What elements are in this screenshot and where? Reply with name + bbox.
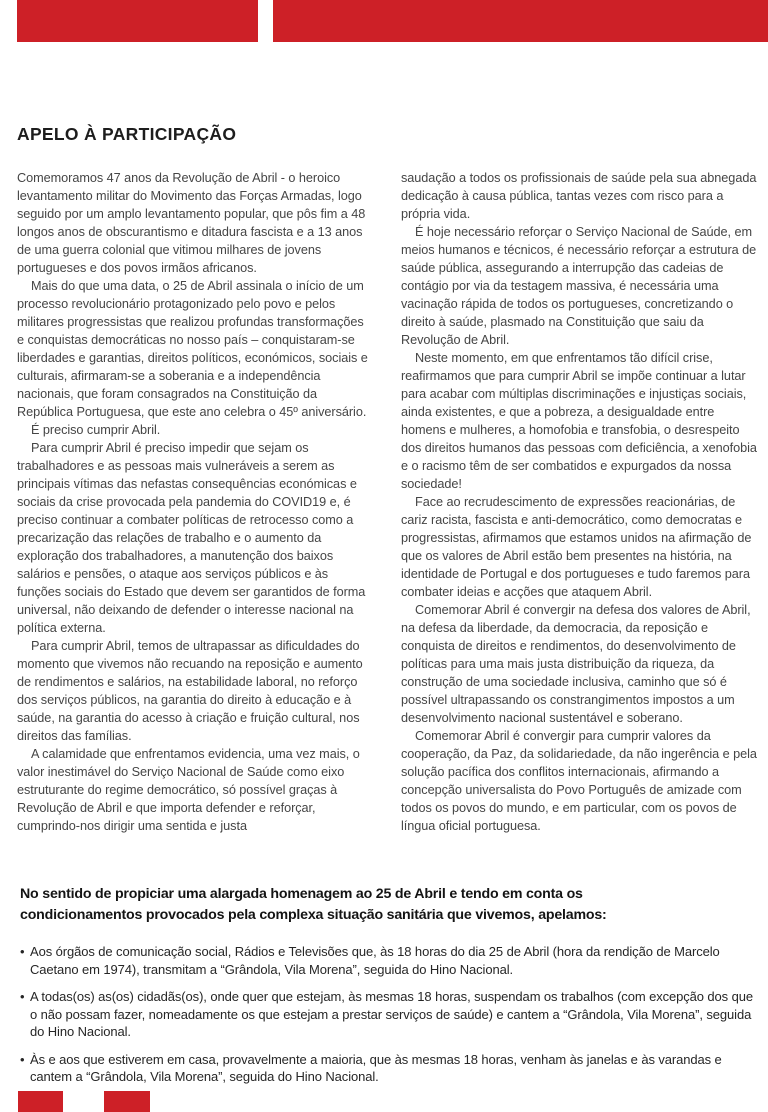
article-paragraph: Neste momento, em que enfrentamos tão difícil crise, reafirmamos que para cumprir Abril se impõe continuar a lutar para acabar com múltiplas discriminações e injustiças sociais, ainda existentes, e que a pobreza, a desigualdade entre homens e mulheres, a homofobia e transfobia, o desrespeito dos direitos humanos das pessoas com deficiência, a xenofobia e o racismo têm de ser combatidos e expurgados da nossa sociedade!: [401, 351, 757, 491]
bullet-text: Às e aos que estiverem em casa, provavelmente a maioria, que às mesmas 18 horas, venham às janelas e às varandas e cantem a “Grândola, Vila Morena”, seguida do Hino Nacional.: [30, 1051, 722, 1084]
appeal-bullet-item: [20, 988, 760, 1041]
article-paragraph: Comemoramos 47 anos da Revolução de Abril - o heroico levantamento militar do Movimento das Forças Armadas, logo seguido por um amplo levantamento popular, que pôs fim a 48 longos anos de obscurantismo e ditadura fascista e a 13 anos de uma guerra colonial que vitimou milhares de jovens portugueses e dos povos irmãos africanos.: [17, 171, 366, 275]
red-bar-top-right: [273, 0, 768, 42]
article-paragraph: saudação a todos os profissionais de saúde pela sua abnegada dedicação à causa pública, tantas vezes com risco para a própria vida.: [401, 171, 757, 221]
appeal-bullet-item: [20, 943, 760, 978]
appeal-heading: No sentido de propiciar uma alargada homenagem ao 25 de Abril e tendo em conta os condicionamentos provocados pela complexa situação sanitária que vivemos, apelamos:: [20, 886, 607, 923]
article-paragraph: Mais do que uma data, o 25 de Abril assinala o início de um processo revolucionário protagonizado pelo povo e pelos militares progressistas que realizou profundas transformações e conquistas democráticas no nosso país – conquistaram-se liberdades e garantias, direitos políticos, económicos, sociais e culturais, afirmaram-se a soberania e a independência nacionais, que foram consagrados na Constituição da República Portuguesa, que este ano celebra o 45º aniversário.: [17, 279, 368, 419]
appeal-bullet-item: [20, 1051, 760, 1086]
article-paragraph: Comemorar Abril é convergir para cumprir valores da cooperação, da Paz, da solidariedade, da não ingerência e pela solução pacífica dos conflitos internacionais, afirmando a concepção universalista do Povo Português de amizade com todos os povos do mundo, e em particular, com os povos de língua oficial portuguesa.: [401, 729, 757, 833]
article-paragraph: Para cumprir Abril é preciso impedir que sejam os trabalhadores e as pessoas mais vulneráveis a serem as principais vítimas das nefastas consequências económicas e sociais da crise provocada pela pandemia do COVID19 e, é preciso continuar a combater políticas de retrocesso como a precarização das relações de trabalho e o aumento da exploração dos trabalhadores, a manutenção dos baixos salários e pensões, o ataque aos serviços públicos e às funções sociais do Estado que devem ser garantidos de forma universal, não deixando de defender o interesse nacional na política externa.: [17, 441, 366, 635]
bullet-icon: •: [20, 944, 25, 959]
appeal-bullet-list: [20, 943, 760, 1086]
article-body: [17, 169, 759, 835]
bullet-text: A todas(os) as(os) cidadãs(os), onde quer que estejam, às mesmas 18 horas, suspendam os trabalhos (com excepção dos que o não possam fazer, nomeadamente os que estejam a prestar serviços de saúde) e cantem a “Grândola, Vila Morena”, seguida do Hino Nacional.: [30, 989, 753, 1039]
article-paragraph: A calamidade que enfrentamos evidencia, uma vez mais, o valor inestimável do Serviço Nacional de Saúde como eixo estruturante do regime democrático, só possível graças à Revolução de Abril e que importa defender e reforçar, cumprindo-nos dirigir uma sentida e justa: [17, 747, 360, 833]
article-paragraph: É hoje necessário reforçar o Serviço Nacional de Saúde, em meios humanos e técnicos, é necessário reforçar a estrutura de saúde pública, assegurando a interrupção das cadeias de contágio por via da testagem massiva, é necessária uma vacinação rápida de todos os portugueses, concretizando o direito à saúde, plasmado na Constituição que saiu da Revolução de Abril.: [401, 225, 757, 347]
red-mark-bottom-left-2: [104, 1091, 150, 1112]
red-bar-top-left: [17, 0, 258, 42]
article-paragraph: Face ao recrudescimento de expressões reacionárias, de cariz racista, fascista e anti-democrático, como democratas e progressistas, afirmamos que estamos unidos na afirmação de que os valores de Abril estão bem presentes na história, na identidade de Portugal e dos portugueses e tudo faremos para combater ideias e acções que ataquem Abril.: [401, 495, 752, 599]
appeal-section: [20, 884, 760, 1096]
article-paragraph: É preciso cumprir Abril.: [31, 423, 161, 437]
article-column-right: [401, 169, 758, 835]
article-column-left: [17, 169, 374, 835]
bullet-icon: •: [20, 989, 25, 1004]
page-title: APELO À PARTICIPAÇÃO: [17, 124, 237, 144]
article-paragraph: Comemorar Abril é convergir na defesa dos valores de Abril, na defesa da liberdade, da democracia, da reposição e conquista de direitos e rendimentos, do desenvolvimento de políticas para uma mais justa distribuição da riqueza, da construção de uma sociedade inclusiva, caminho que só é possível ultrapassando os constrangimentos impostos a um desenvolvimento nacional sustentável e soberano.: [401, 603, 751, 725]
red-mark-bottom-left-1: [18, 1091, 63, 1112]
bullet-icon: •: [20, 1051, 25, 1067]
article-paragraph: Para cumprir Abril, temos de ultrapassar as dificuldades do momento que vivemos não recuando na reposição e aumento de rendimentos e salários, na estabilidade laboral, no reforço dos serviços públicos, na garantia do direito à educação e à saúde, na garantia do acesso à criação e fruição cultural, nos direitos das famílias.: [17, 639, 363, 743]
bullet-text: Aos órgãos de comunicação social, Rádios e Televisões que, às 18 horas do dia 25 de Abril (hora da rendição de Marcelo Caetano em 1974), transmitam a “Grândola, Vila Morena”, seguida do Hino Nacional.: [30, 944, 720, 977]
